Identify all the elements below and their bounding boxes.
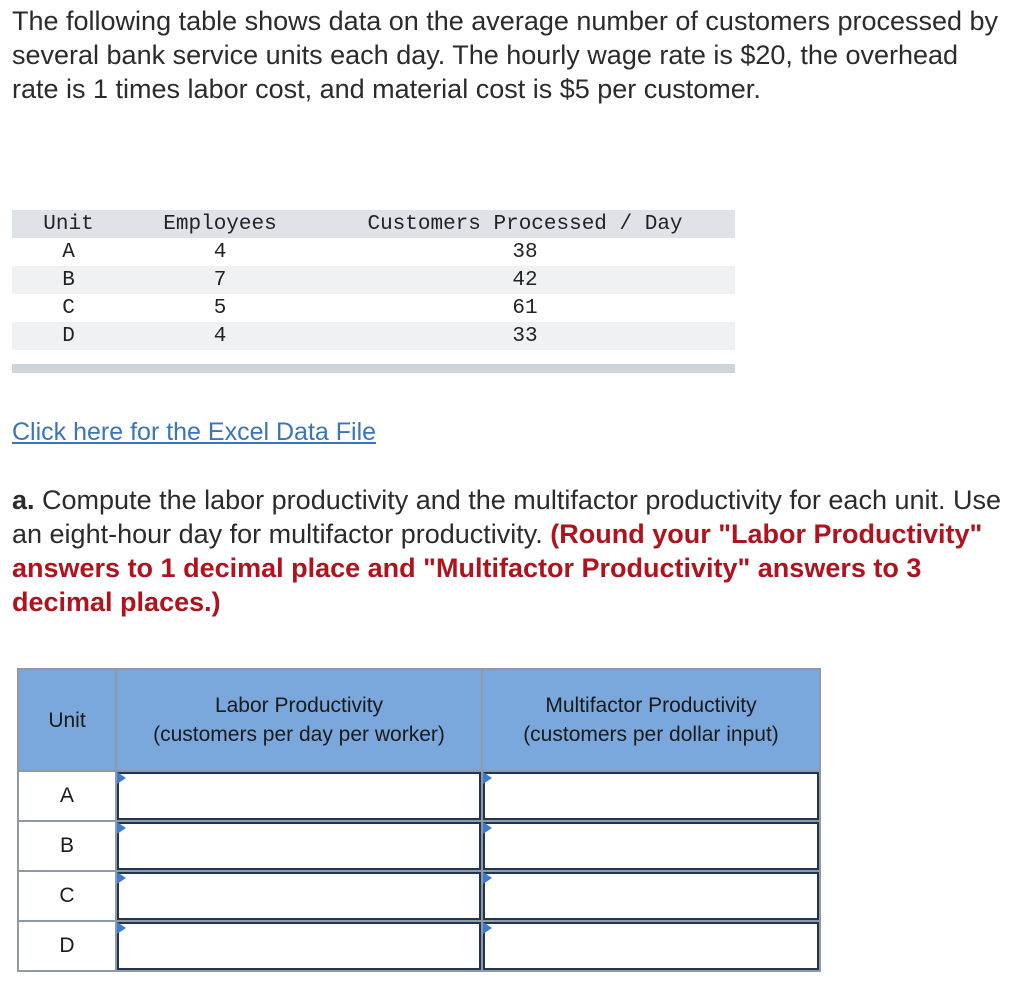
labor-header-units: (customers per day per worker) xyxy=(153,723,445,746)
multifactor-productivity-cell xyxy=(482,871,820,921)
answer-header-unit: Unit xyxy=(18,669,116,771)
labor-header-title: Labor Productivity xyxy=(214,694,384,717)
answer-row-b xyxy=(18,821,820,871)
answer-header-multifactor-productivity xyxy=(482,669,820,771)
data-cell-customers: 42 xyxy=(315,266,735,294)
data-cell-unit: D xyxy=(12,322,125,350)
labor-productivity-input-d[interactable] xyxy=(117,922,481,970)
input-marker-icon xyxy=(483,822,492,834)
mfp-header-title: Multifactor Productivity xyxy=(545,694,757,717)
data-table-footer-bar xyxy=(12,364,735,373)
mfp-header-units: (customers per dollar input) xyxy=(523,723,779,746)
answer-unit-label: D xyxy=(18,921,116,971)
labor-productivity-cell xyxy=(116,821,482,871)
table-row xyxy=(12,322,735,350)
multifactor-productivity-cell xyxy=(482,921,820,971)
question-letter: a. xyxy=(12,485,35,515)
answer-unit-label: A xyxy=(18,771,116,821)
data-header-employees: Employees xyxy=(125,210,315,238)
question-text: Compute the labor productivity and the multifactor productivity for each unit. Use an eight-hour day for multifactor productivity. xyxy=(12,485,1002,549)
data-table-header-row xyxy=(12,210,735,238)
answer-unit-label: B xyxy=(18,821,116,871)
table-row xyxy=(12,238,735,266)
multifactor-productivity-input-c[interactable] xyxy=(483,872,819,920)
data-cell-employees: 4 xyxy=(125,322,315,350)
data-cell-unit: B xyxy=(12,266,125,294)
answer-header-row xyxy=(18,669,820,771)
multifactor-productivity-input-a[interactable] xyxy=(483,772,819,820)
input-marker-icon xyxy=(117,872,126,884)
answer-row-a xyxy=(18,771,820,821)
multifactor-productivity-input-d[interactable] xyxy=(483,922,819,970)
data-header-unit: Unit xyxy=(12,210,125,238)
input-marker-icon xyxy=(117,772,126,784)
labor-productivity-input-a[interactable] xyxy=(117,772,481,820)
data-cell-customers: 38 xyxy=(315,238,735,266)
answer-row-c xyxy=(18,871,820,921)
answer-table xyxy=(17,668,821,972)
data-cell-unit: A xyxy=(12,238,125,266)
data-cell-unit: C xyxy=(12,294,125,322)
excel-data-file-link[interactable]: Click here for the Excel Data File xyxy=(12,418,377,446)
problem-intro: The following table shows data on the average number of customers processed by several bank service units each day. The hourly wage rate is $20, the overhead rate is 1 times labor cost, and material cost is $5 per customer. xyxy=(12,6,999,104)
rounding-instruction: (Round your "Labor Productivity" answers to 1 decimal place and "Multifactor Productivity" answers to 3 decimal places.) xyxy=(12,519,983,617)
labor-productivity-input-c[interactable] xyxy=(117,872,481,920)
customer-data-table xyxy=(12,210,735,350)
answer-unit-label: C xyxy=(18,871,116,921)
input-marker-icon xyxy=(483,922,492,934)
data-cell-customers: 61 xyxy=(315,294,735,322)
multifactor-productivity-cell xyxy=(482,821,820,871)
input-marker-icon xyxy=(117,822,126,834)
labor-productivity-cell xyxy=(116,871,482,921)
answer-row-d xyxy=(18,921,820,971)
data-cell-customers: 33 xyxy=(315,322,735,350)
multifactor-productivity-input-b[interactable] xyxy=(483,822,819,870)
input-marker-icon xyxy=(483,872,492,884)
input-marker-icon xyxy=(117,922,126,934)
labor-productivity-cell xyxy=(116,921,482,971)
table-row xyxy=(12,266,735,294)
multifactor-productivity-cell xyxy=(482,771,820,821)
table-row xyxy=(12,294,735,322)
question-a xyxy=(12,483,1012,619)
labor-productivity-input-b[interactable] xyxy=(117,822,481,870)
input-marker-icon xyxy=(483,772,492,784)
answer-header-labor-productivity xyxy=(116,669,482,771)
data-header-customers: Customers Processed / Day xyxy=(315,210,735,238)
data-cell-employees: 7 xyxy=(125,266,315,294)
labor-productivity-cell xyxy=(116,771,482,821)
data-cell-employees: 4 xyxy=(125,238,315,266)
data-cell-employees: 5 xyxy=(125,294,315,322)
